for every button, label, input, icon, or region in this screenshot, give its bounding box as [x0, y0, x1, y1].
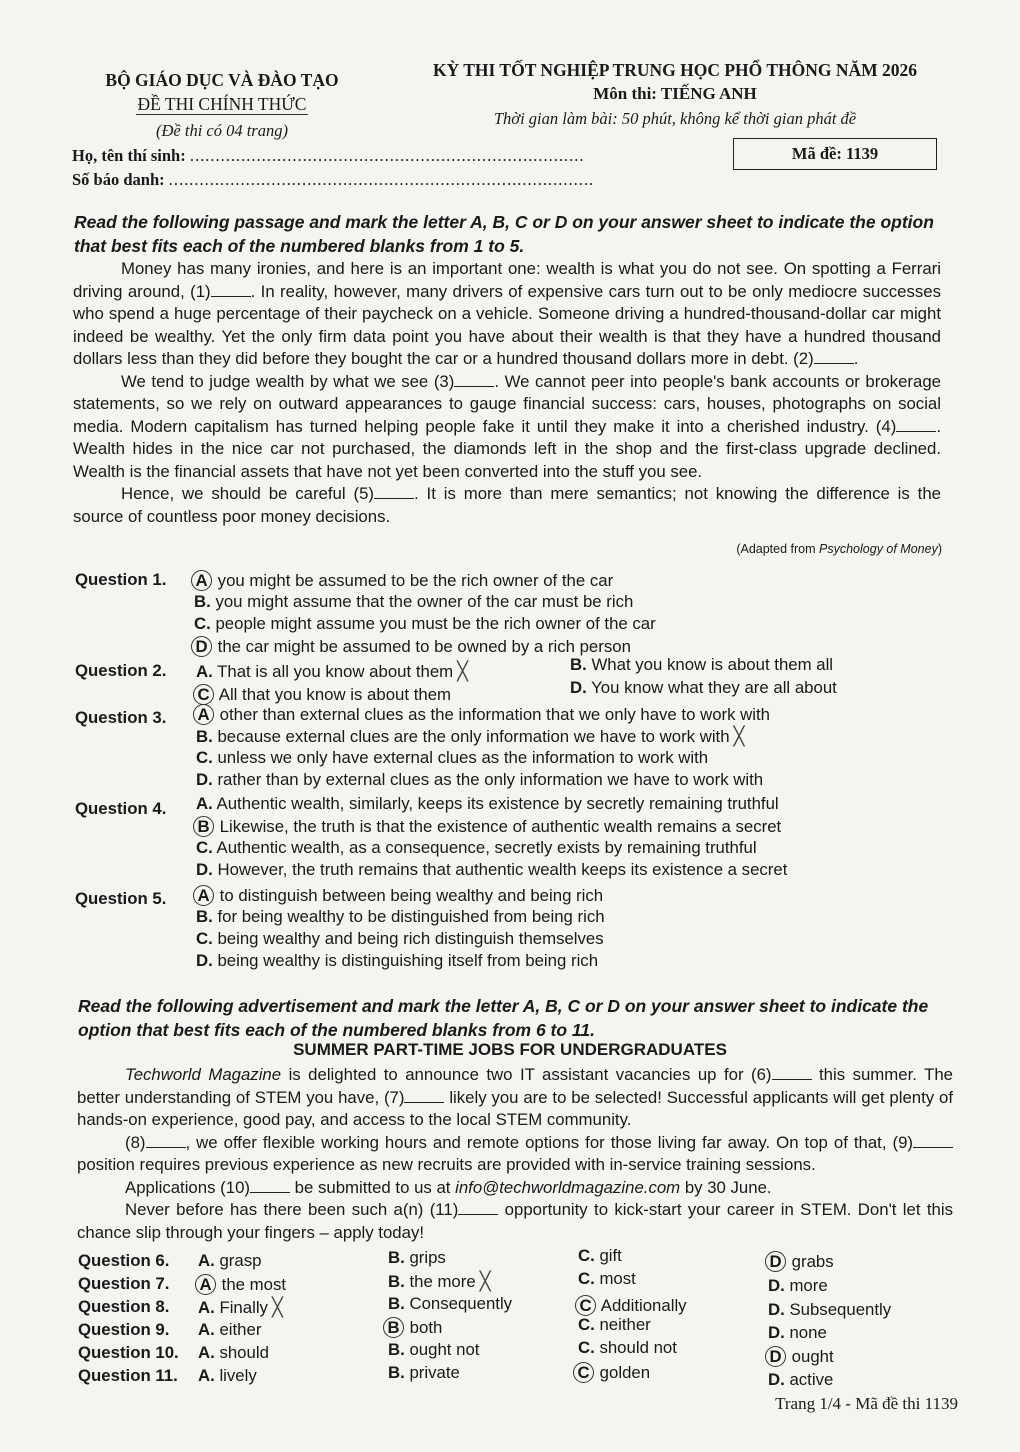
q3-option-a[interactable]: A other than external clues as the information that we only have to work with	[196, 704, 770, 725]
pages-note: (Đề thi có 04 trang)	[156, 121, 288, 140]
q4-option-d[interactable]: D. However, the truth remains that authentic wealth keeps its existence a secret	[196, 860, 788, 879]
q2-option-c[interactable]: C All that you know is about them	[196, 684, 451, 705]
header-left	[72, 70, 372, 141]
question-11-label: Question 11.	[78, 1366, 178, 1385]
advertisement	[77, 1064, 953, 1244]
question-7-label: Question 7.	[78, 1274, 170, 1293]
q9-option-c[interactable]: C. neither	[578, 1315, 651, 1334]
q11-option-b[interactable]: B. private	[388, 1363, 460, 1382]
cross-mark-icon: ╳	[733, 726, 745, 746]
exam-title: KỲ THI TỐT NGHIỆP TRUNG HỌC PHỔ THÔNG NĂM 2026	[432, 60, 918, 80]
q4-option-b[interactable]: B Likewise, the truth is that the existence of authentic wealth remains a secret	[196, 816, 781, 837]
q9-option-b[interactable]: B both	[386, 1317, 442, 1338]
passage-paragraph-3: Hence, we should be careful (5) . It is more than mere semantics; not knowing the difference is the source of countless poor money decisions.	[73, 484, 941, 526]
q6-option-d[interactable]: D grabs	[768, 1251, 834, 1272]
ad-paragraph-4: Never before has there been such a(n) (11) opportunity to kick-start your career in STEM. Don't let this chance slip through your fingers – apply today!	[77, 1200, 953, 1242]
q3-option-c[interactable]: C. unless we only have external clues as the information to work with	[196, 748, 709, 767]
q8-option-a[interactable]: A. Finally ╳	[198, 1297, 283, 1317]
q8-option-c[interactable]: C Additionally	[578, 1295, 687, 1316]
q10-option-b[interactable]: B. ought not	[388, 1340, 480, 1359]
q2-option-b[interactable]: B. What you know is about them all	[570, 655, 834, 674]
ministry-name: BỘ GIÁO DỤC VÀ ĐÀO TẠO	[105, 70, 339, 90]
question-6-label: Question 6.	[78, 1251, 170, 1270]
page-footer: Trang 1/4 - Mã đề thi 1139	[775, 1394, 958, 1413]
cross-mark-icon: ╳	[271, 1297, 283, 1317]
passage-1	[73, 258, 941, 528]
question-10-label: Question 10.	[78, 1343, 179, 1362]
question-9-label: Question 9.	[78, 1320, 170, 1339]
section2-instruction: Read the following advertisement and mark the letter A, B, C or D on your answer sheet to indicate the option that best fits each of the numbered blanks from 6 to 11.	[78, 996, 929, 1040]
candidate-id-line: Số báo danh: ...................................................................................	[72, 170, 595, 189]
q7-option-d[interactable]: D. more	[768, 1276, 828, 1295]
passage-paragraph-2: We tend to judge wealth by what we see (3) . We cannot peer into people's bank accounts or brokerage statements, so we rely on outward appearances to gauge financial success: cars, houses, photographs on social media. Modern capitalism has turned helping people fake it until they make it into a cherished industry. (4) . Wealth hides in the nice car not purchased, the diamonds left in the shop and the first-class upgrade declined. Wealth is the financial assets that have not yet been converted into the stuff you see.	[73, 371, 941, 481]
q7-option-c[interactable]: C. most	[578, 1269, 636, 1288]
question-4-label: Question 4.	[75, 799, 167, 818]
source-note: (Adapted from Psychology of Money)	[736, 542, 942, 556]
question-2-label: Question 2.	[75, 661, 167, 680]
q1-option-d[interactable]: D the car might be assumed to be owned by a rich person	[194, 636, 631, 657]
q4-option-c[interactable]: C. Authentic wealth, as a consequence, secretly exists by remaining truthful	[196, 838, 757, 857]
q1-option-b[interactable]: B. you might assume that the owner of the car must be rich	[194, 592, 634, 611]
q6-option-b[interactable]: B. grips	[388, 1248, 446, 1267]
q2-option-a[interactable]: A. That is all you know about them ╳	[196, 661, 468, 681]
question-3-label: Question 3.	[75, 708, 167, 727]
q11-option-a[interactable]: A. lively	[198, 1366, 257, 1385]
ad-paragraph-1: Techworld Magazine is delighted to announce two IT assistant vacancies up for (6) this summer. The better understanding of STEM you have, (7) likely you are to be selected! Successful applicants will get plenty of hands-on experience, good pay, and access to the local STEM community.	[77, 1065, 953, 1129]
ad-paragraph-3: Applications (10) be submitted to us at info@techworldmagazine.com by 30 June.	[125, 1177, 772, 1197]
q8-option-b[interactable]: B. Consequently	[388, 1294, 513, 1313]
advertisement-title: SUMMER PART-TIME JOBS FOR UNDERGRADUATES	[293, 1040, 727, 1059]
q6-option-c[interactable]: C. gift	[578, 1246, 622, 1265]
exam-code-box: Mã đề: 1139	[733, 138, 937, 170]
q5-option-c[interactable]: C. being wealthy and being rich distinguish themselves	[196, 929, 604, 948]
cross-mark-icon: ╳	[457, 661, 468, 681]
ad-paragraph-2: (8) , we offer flexible working hours and remote options for those living far away. On top of that, (9) position requires previous experience as new recruits are provided with in-service training sessions.	[77, 1132, 953, 1177]
q5-option-b[interactable]: B. for being wealthy to be distinguished from being rich	[196, 907, 605, 926]
question-1-label: Question 1.	[75, 570, 167, 589]
q10-option-a[interactable]: A. should	[198, 1343, 269, 1362]
section1-instruction: Read the following passage and mark the letter A, B, C or D on your answer sheet to indicate the option that best fits each of the numbered blanks from 1 to 5.	[74, 212, 934, 256]
q9-option-d[interactable]: D. none	[768, 1323, 827, 1342]
subject-line: Môn thi: TIẾNG ANH	[593, 84, 757, 103]
q7-option-b[interactable]: B. the more ╳	[388, 1271, 491, 1291]
q4-option-a[interactable]: A. Authentic wealth, similarly, keeps its existence by secretly remaining truthful	[196, 794, 779, 813]
q5-option-a[interactable]: A to distinguish between being wealthy and being rich	[196, 885, 603, 906]
q1-option-c[interactable]: C. people might assume you must be the rich owner of the car	[194, 614, 656, 633]
official-label: ĐỀ THI CHÍNH THỨC	[137, 94, 307, 114]
time-line: Thời gian làm bài: 50 phút, không kể thời gian phát đề	[493, 109, 857, 128]
q2-option-d[interactable]: D. You know what they are all about	[570, 678, 837, 697]
q3-option-d[interactable]: D. rather than by external clues as the only information we have to work with	[196, 770, 764, 789]
question-5-label: Question 5.	[75, 889, 167, 908]
passage-paragraph-1: Money has many ironies, and here is an important one: wealth is what you do not see. On spotting a Ferrari driving around, (1) . In reality, however, many drivers of expensive cars turn out to be only mediocre successes who spend a huge percentage of their paycheck on a vehicle. Someone driving a hundred-thousand-dollar car might indeed be wealthy. Yet the only firm data point you have about their wealth is that they have a hundred thousand dollars less than they did before they bought the car or a hundred thousand dollars more in debt. (2) .	[73, 259, 942, 368]
q6-option-a[interactable]: A. grasp	[198, 1251, 262, 1270]
q9-option-a[interactable]: A. either	[198, 1320, 262, 1339]
q10-option-d[interactable]: D ought	[768, 1346, 834, 1367]
q11-option-c[interactable]: C golden	[576, 1362, 650, 1383]
question-8-label: Question 8.	[78, 1297, 170, 1316]
q5-option-d[interactable]: D. being wealthy is distinguishing itself from being rich	[196, 951, 599, 970]
q11-option-d[interactable]: D. active	[768, 1370, 834, 1389]
header-right	[405, 60, 945, 129]
q8-option-d[interactable]: D. Subsequently	[768, 1300, 892, 1319]
cross-mark-icon: ╳	[479, 1271, 491, 1291]
candidate-name-line: Họ, tên thí sinh: .............................................................................	[72, 146, 585, 165]
q7-option-a[interactable]: A the most	[198, 1274, 286, 1295]
q10-option-c[interactable]: C. should not	[578, 1338, 677, 1357]
q1-option-a[interactable]: A you might be assumed to be the rich owner of the car	[194, 570, 613, 591]
q3-option-b[interactable]: B. because external clues are the only information we have to work with ╳	[196, 726, 745, 746]
